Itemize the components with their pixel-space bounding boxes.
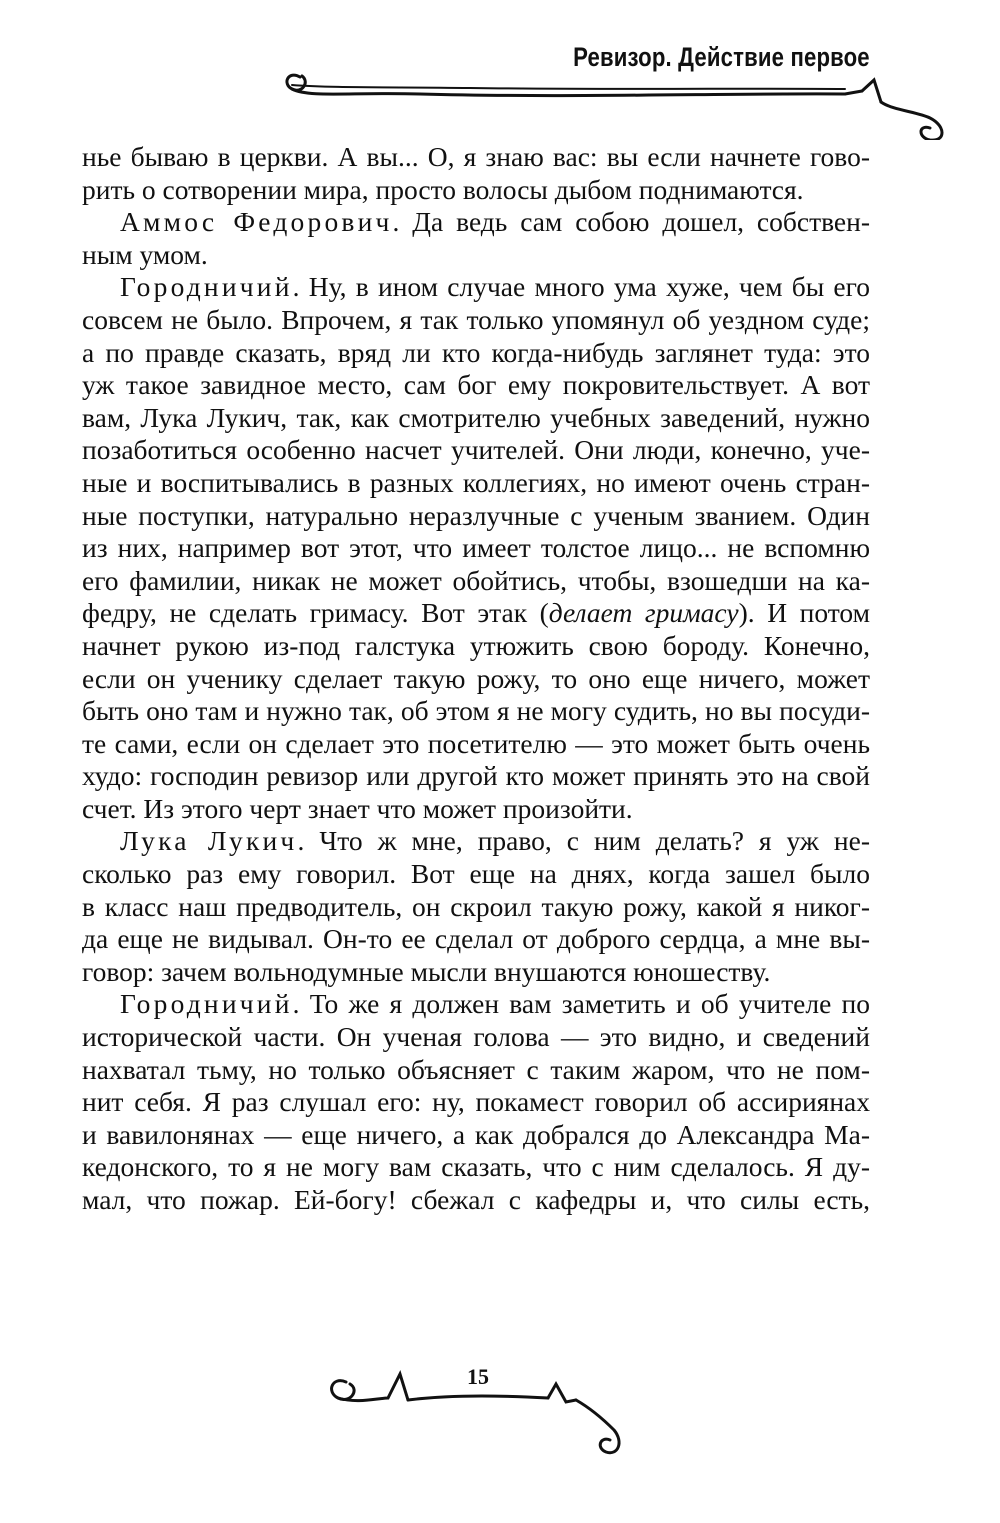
- text-line-26: говор: зачем вольнодумные мысли внушаются юношеству.: [82, 955, 771, 987]
- text-line-15: [82, 597, 870, 630]
- stage-direction: делает гримасу: [548, 597, 739, 629]
- text-line-11: ные и воспитывались в разных коллегиях, но имеют очень стран-: [82, 466, 870, 498]
- text-line-30: нит себя. Я раз слушал его: ну, покамест говорил об ассириянах: [82, 1086, 870, 1118]
- text-line-31: и вавилонянах — еще ничего, а как добрался до Александра Ма-: [82, 1118, 870, 1150]
- text-line-24: в класс наш предводитель, он скроил такую рожу, какой я никог-: [82, 890, 870, 922]
- text-line-7: а по правде сказать, вряд ли кто когда-нибудь заглянет туда: это: [82, 336, 870, 368]
- text-line-17: если он ученику сделает такую рожу, то оно еще ничего, может: [82, 662, 870, 694]
- play-text: [82, 141, 870, 1217]
- text-line-3: [82, 206, 870, 239]
- text-line-27: [82, 988, 870, 1021]
- speaker-name: Городничий: [120, 988, 293, 1020]
- text-line-23: сколько раз ему говорил. Вот еще на днях, когда зашел было: [82, 858, 870, 890]
- text-line-2: рить о сотворении мира, просто волосы дыбом поднимаются.: [82, 173, 804, 205]
- speech-text: . Что ж мне, право, с ним делать? я уж не-: [297, 825, 870, 857]
- text-line-29: нахватал тьму, но только объясняет с таким жаром, что не пом-: [82, 1053, 870, 1085]
- speaker-name: Городничий: [120, 271, 293, 303]
- text-line-13: из них, например вот этот, что имеет толстое лицо... не вспомню: [82, 532, 870, 564]
- speech-text: федру, не сделать гримасу. Вот этак (: [82, 597, 549, 629]
- page-number-text: 15: [467, 1364, 489, 1389]
- header-ornament: [270, 58, 960, 140]
- text-line-22: [82, 825, 870, 858]
- text-line-33: мал, что пожар. Ей-богу! сбежал с кафедры и, что силы есть,: [82, 1184, 870, 1215]
- speech-text: . Да ведь сам собою дошел, собствен-: [392, 206, 870, 238]
- running-head: Ревизор. Действие первое: [573, 42, 870, 72]
- text-line-25: да еще не видывал. Он-то ее сделал от доброго сердца, а мне вы-: [82, 923, 870, 955]
- text-line-32: кедонского, то я не могу вам сказать, что с ним сделалось. Я ду-: [82, 1151, 870, 1183]
- text-line-12: ные поступки, натурально неразлучные с ученым званием. Один: [82, 499, 870, 531]
- text-line-20: худо: господин ревизор или другой кто может принять это на свой: [82, 760, 870, 792]
- speaker-name: Аммос Федорович: [120, 206, 393, 238]
- text-line-9: вам, Лука Лукич, так, как смотрителю учебных заведений, нужно: [82, 401, 870, 433]
- speech-text: . Ну, в ином случае много ума хуже, чем бы его: [292, 271, 870, 303]
- text-line-18: быть оно там и нужно так, об этом я не могу судить, но вы посуди-: [82, 695, 870, 727]
- text-line-28: исторической части. Он ученая голова — это видно, и сведений: [82, 1021, 870, 1053]
- speech-text: . То же я должен вам заметить и об учителе по: [292, 988, 870, 1020]
- text-line-16: начнет рукою из-под галстука утюжить свою бороду. Конечно,: [82, 629, 870, 661]
- speech-text: ). И потом: [738, 597, 870, 629]
- text-line-1: нье бываю в церкви. А вы... О, я знаю вас: вы если начнете гово-: [82, 141, 870, 172]
- text-line-10: позаботиться особенно насчет учителей. Они люди, конечно, уче-: [82, 434, 870, 466]
- text-line-19: те сами, если он сделает это посетителю — это может быть очень: [82, 727, 870, 759]
- text-line-5: [82, 271, 870, 304]
- text-line-8: уж такое завидное место, сам бог ему покровительствует. А вот: [82, 369, 870, 401]
- speaker-name: Лука Лукич: [120, 825, 298, 857]
- text-line-4: ным умом.: [82, 238, 208, 270]
- text-line-14: его фамилии, никак не может обойтись, чтобы, взошедши на ка-: [82, 564, 870, 596]
- text-line-6: совсем не было. Впрочем, я так только упомянул об уездном суде;: [82, 303, 870, 335]
- text-line-21: счет. Из этого черт знает что может произойти.: [82, 792, 633, 824]
- page-number: [0, 1364, 1000, 1390]
